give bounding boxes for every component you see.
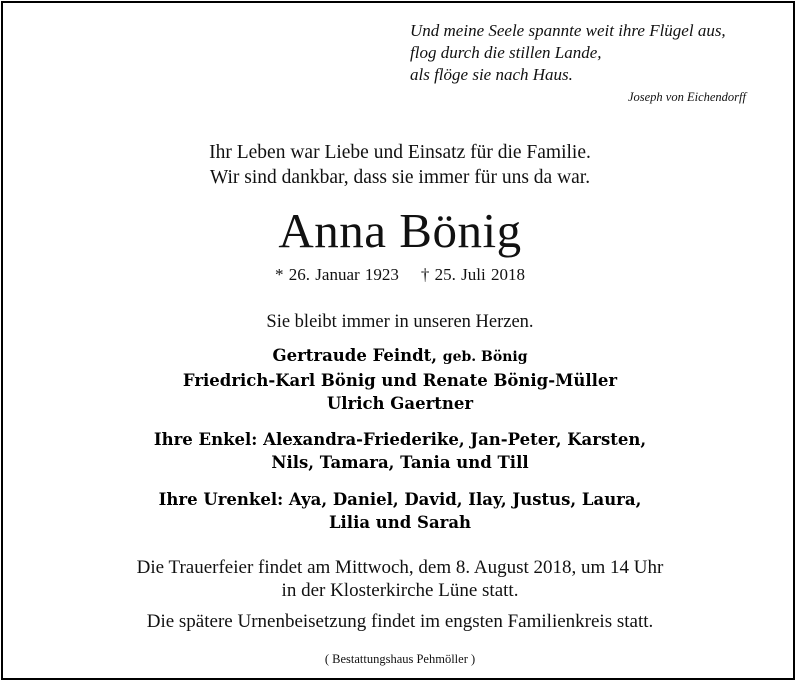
birth-date: * 26. Januar 1923 [275, 265, 399, 284]
mourner-name: Gertraude Feindt, [272, 346, 438, 365]
service-line: Die Trauerfeier findet am Mittwoch, dem 8. August 2018, um 14 Uhr [136, 557, 664, 578]
great-grandchildren-list [0, 488, 800, 534]
urn-burial-info: Die spätere Urnenbeisetzung findet im engsten Familienkreis statt. [146, 611, 654, 632]
undertaker-name: ( Bestattungshaus Pehmöller ) [324, 652, 476, 666]
mourner-line: Ulrich Gaertner [326, 394, 474, 413]
service-line: in der Klosterkirche Lüne statt. [281, 580, 519, 601]
poem-line: flog durch die stillen Lande, [410, 43, 602, 62]
intro-line: Ihr Leben war Liebe und Einsatz für die Familie. [209, 142, 591, 163]
deceased-name: Anna Bönig [278, 203, 522, 258]
poem-line: als flöge sie nach Haus. [410, 65, 573, 84]
remembrance-line: Sie bleibt immer in unseren Herzen. [266, 312, 534, 332]
children-list [0, 344, 800, 415]
funeral-service-info [0, 556, 800, 602]
mourner-line: Nils, Tamara, Tania und Till [271, 453, 529, 472]
life-dates [0, 264, 800, 286]
poem-line: Und meine Seele spannte weit ihre Flügel aus, [410, 21, 726, 40]
mourner-line [0, 344, 800, 369]
mourner-line: Ihre Enkel: Alexandra-Friederike, Jan-Peter, Karsten, [153, 430, 647, 449]
poem-quote [410, 20, 726, 86]
death-date: † 25. Juli 2018 [420, 265, 525, 284]
intro-line: Wir sind dankbar, dass sie immer für uns da war. [209, 167, 591, 188]
mourner-line: Friedrich-Karl Bönig und Renate Bönig-Müller [182, 371, 618, 390]
intro-text [0, 140, 800, 190]
mourner-line: Lilia und Sarah [328, 513, 472, 532]
grandchildren-list [0, 428, 800, 474]
mourner-line: Ihre Urenkel: Aya, Daniel, David, Ilay, Justus, Laura, [158, 490, 642, 509]
poem-author: Joseph von Eichendorff [627, 90, 746, 104]
maiden-name: geb. Bönig [442, 349, 528, 365]
